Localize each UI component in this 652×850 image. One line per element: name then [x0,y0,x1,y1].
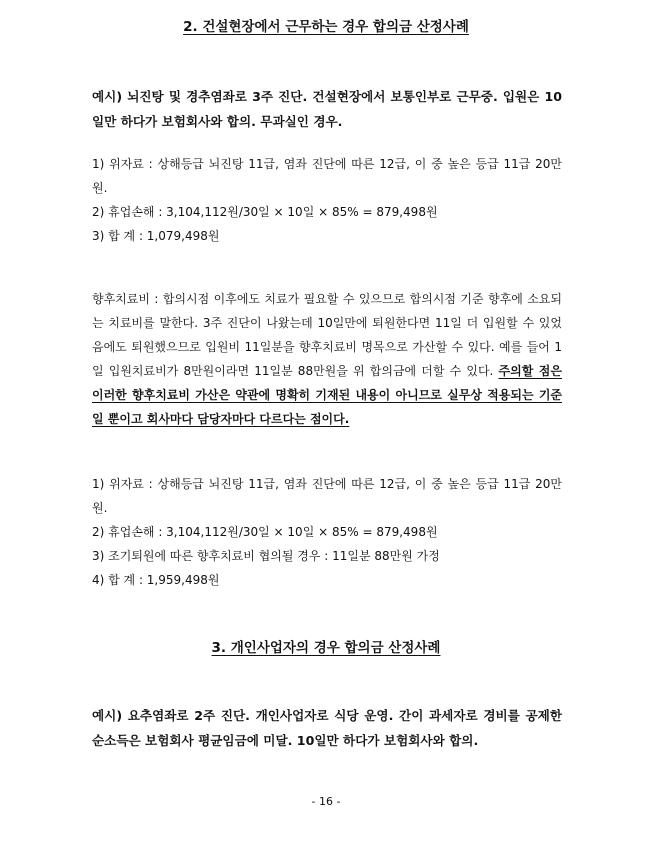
section-2-example [92,84,562,134]
calc-item-total: 4) 합 계 : 1,959,498원 [92,573,220,587]
calc-item-total: 3) 합 계 : 1,079,498원 [92,229,220,243]
calc-item-consolation: 1) 위자료 : 상해등급 뇌진탕 11급, 염좌 진단에 따른 12급, 이 중 높은 등급 11급 20만원. [92,157,562,195]
example-text: 예시) 요추염좌로 2주 진단. 개인사업자로 식당 운영. 간이 과세자로 경비를 공제한 순소득은 보험회사 평균임금에 미달. 10일만 하다가 보험회사와 합의. [92,708,562,748]
section-3-heading: 3. 개인사업자의 경우 합의금 산정사례 [211,640,441,656]
caution-note: 주의할 점은 이러한 향후치료비 가산은 약관에 명확히 기재된 내용이 아니므로 실무상 적용되는 기준일 뿐이고 회사마다 담당자마다 다르다는 점이다. [92,364,562,426]
section-2-heading: 2. 건설현장에서 근무하는 경우 합의금 산정사례 [183,19,469,35]
calc-item-lost-wages: 2) 휴업손해 : 3,104,112원/30일 × 10일 × 85% = 879,498원 [92,525,438,539]
page-number: - 16 - [311,795,341,808]
calc-list-1 [92,152,562,248]
example-text: 예시) 뇌진탕 및 경추염좌로 3주 진단. 건설현장에서 보통인부로 근무중. 입원은 10일만 하다가 보험회사와 합의. 무과실인 경우. [92,89,562,129]
calc-list-2 [92,472,562,592]
calc-item-future-treatment: 3) 조기퇴원에 따른 향후치료비 협의될 경우 : 11일분 88만원 가정 [92,549,440,563]
explanation-text: 향후치료비 : 합의시점 이후에도 치료가 필요할 수 있으므로 합의시점 기준 향후에 소요되는 치료비를 말한다. 3주 진단이 나왔는데 10일만에 퇴원한다면 11일 더 입원할 수 있었음에도 퇴원했으므로 입원비 11일분을 향후치료비 명목으로 가산할 수 있다. 예를 들어 1일 입원치료비가 8만원이라면 11일분 88만원을 위 합의금에 더할 수 있다. [92,292,562,378]
future-treatment-explanation [92,287,562,431]
calc-item-lost-wages: 2) 휴업손해 : 3,104,112원/30일 × 10일 × 85% = 879,498원 [92,205,438,219]
section-3-example [92,703,562,753]
calc-item-consolation: 1) 위자료 : 상해등급 뇌진탕 11급, 염좌 진단에 따른 12급, 이 중 높은 등급 11급 20만원. [92,477,562,515]
